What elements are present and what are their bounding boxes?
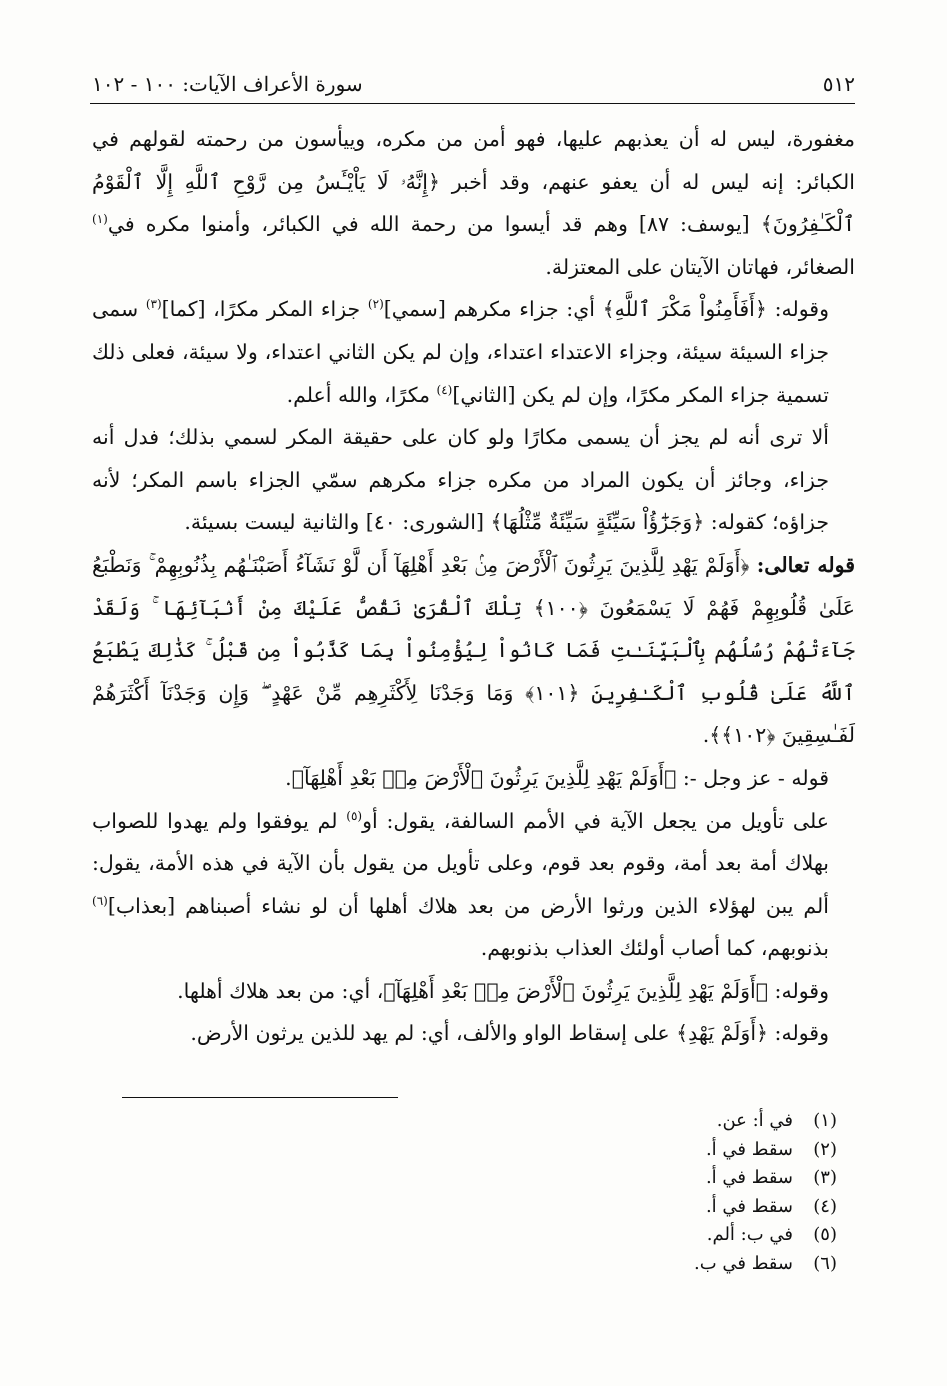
main-text (92, 118, 855, 1055)
footnote-item: (١) في أ: عن. (716, 1110, 837, 1131)
footnote-ref-4: (٤) (436, 382, 453, 397)
paragraph-3: ألا ترى أنه لم يجز أن يسمى مكارًا ولو كان على حقيقة المكر لسمي بذلك؛ فدل أنه جزاء، وجائز أن يكون المراد من مكره جزاء مكرهم سمّي الجزاء باسم المكر؛ لأنه جزاؤه؛ كقوله: ﴿وَجَزَٰٓؤُاْ سَيِّئَةٍ سَيِّئَةٌ مِّثْلُهَا﴾ [الشورى: ٤٠] والثانية ليست بسيئة. (92, 425, 829, 535)
footnote-item: (٣) سقط في أ. (705, 1167, 837, 1189)
header-rule (90, 103, 855, 104)
footnote-item: (٥) في ب: ألم. (706, 1224, 837, 1246)
footnote-item: (٤) سقط في أ. (705, 1195, 837, 1217)
footnote-ref-6: (٦) (92, 893, 108, 908)
footnote-item: (٢) سقط في أ. (705, 1138, 837, 1160)
verse-text: ﴿أَوَلَمْ يَهْدِ لِلَّذِينَ يَرِثُونَ ٱلْأَرْضَ مِنۢ بَعْدِ أَهْلِهَآ أَن لَّوْ نَشَآءُ أَصَبْنَـٰهُم بِذُنُوبِهِمْ ۚ وَنَطْبَعُ عَلَىٰ قُلُوبِهِمْ فَهُمْ لَا يَسْمَعُونَ ﴿١٠٠﴾ تِلْكَ ٱلْقُرَىٰ نَقُصُّ عَلَيْكَ مِنْ أَنۢبَآئِهَا ۚ وَلَقَدْ جَآءَتْهُمْ رُسُلُهُم بِٱلْبَيِّنَـٰتِ فَمَا كَانُواْ لِيُؤْمِنُواْ بِمَا كَذَّبُواْ مِن قَبْلُ ۚ كَذَٰلِكَ يَطْبَعُ ٱللَّهُ عَلَىٰ قُلُوبِ ٱلْكَـٰفِرِينَ ﴿١٠١﴾ وَمَا وَجَدْنَا لِأَكْثَرِهِم مِّنْ عَهْدٍ ۖ وَإِن وَجَدْنَآ أَكْثَرَهُمْ لَفَـٰسِقِينَ ﴿١٠٢﴾﴾. (92, 552, 855, 748)
chapter-title: سورة الأعراف الآيات: ١٠٠ - ١٠٢ (92, 72, 363, 96)
footnote-ref-3: (٣) (145, 297, 162, 312)
verse-label: قوله تعالى: (756, 552, 855, 577)
footnote-ref-5: (٥) (346, 808, 363, 823)
page-number: ٥١٢ (822, 72, 855, 96)
footnote-item: (٦) سقط في ب. (694, 1252, 837, 1274)
footnotes (92, 1107, 837, 1279)
paragraph-5: قوله - عز وجل -: ﴿أَوَلَمْ يَهْدِ لِلَّذِينَ يَرِثُونَ ٱلْأَرْضَ مِنۢ بَعْدِ أَهْلِهَآ﴾. (285, 765, 829, 790)
footnote-rule (122, 1097, 398, 1098)
paragraph-6: على تأويل من يجعل الآية في الأمم السالفة، يقول: أو$^{(٥)}$ لم يوفقوا ولم يهدوا للصواب بهلاك أمة بعد أمة، وقوم بعد قوم، وعلى تأويل من يقول بأن الآية في هذه الأمة، يقول: ألم يبن لهؤلاء الذين ورثوا الأرض من بعد هلاك أهلها أن لو نشاء أصبناهم [بعذاب]$^{(٦)}$ بذنوبهم، كما أصاب أولئك العذاب بذنوبهم. (92, 808, 830, 961)
footnote-ref-1: (١) (92, 212, 108, 227)
footnote-ref-2: (٢) (367, 297, 384, 312)
paragraph-1: مغفورة، ليس له أن يعذبهم عليها، فهو أمن من مكره، وييأسون من رحمته لقولهم في الكبائر: إنه ليس له أن يعفو عنهم، وقد أخبر ﴿إِنَّهُۥ لَا يَاْيْـَٔسُ مِن رَّوْحِ ٱللَّهِ إِلَّا ٱلْقَوْمُ ٱلْكَـٰفِرُونَ﴾ [يوسف: ٨٧] وهم قد أيسوا من رحمة الله في الكبائر، وأمنوا مكره في$^{(١)}$ الصغائر، فهاتان الآيتان على المعتزلة. (92, 127, 855, 279)
paragraph-verse (92, 544, 855, 757)
paragraph-2: وقوله: ﴿أَفَأَمِنُواْ مَكْرَ ٱللَّهِ﴾ أي: جزاء مكرهم [سمي]$^{(٢)}$ جزاء المكر مكرًا، [كما]$^{(٣)}$ سمى جزاء السيئة سيئة، وجزاء الاعتداء اعتداء، وإن لم يكن الثاني اعتداء، ولا سيئة، فعلى ذلك تسمية جزاء المكر مكرًا، وإن لم يكن [الثاني]$^{(٤)}$ مكرًا، والله أعلم. (92, 297, 830, 407)
paragraph-8: وقوله: ﴿أَوَلَمْ يَهْدِ﴾ على إسقاط الواو والألف، أي: لم يهد للذين يرثون الأرض. (190, 1021, 829, 1046)
running-header (92, 60, 855, 96)
paragraph-7: وقوله: ﴿أَوَلَمْ يَهْدِ لِلَّذِينَ يَرِثُونَ ٱلْأَرْضَ مِنۢ بَعْدِ أَهْلِهَآ﴾، أي: من بعد هلاك أهلها. (177, 978, 829, 1003)
